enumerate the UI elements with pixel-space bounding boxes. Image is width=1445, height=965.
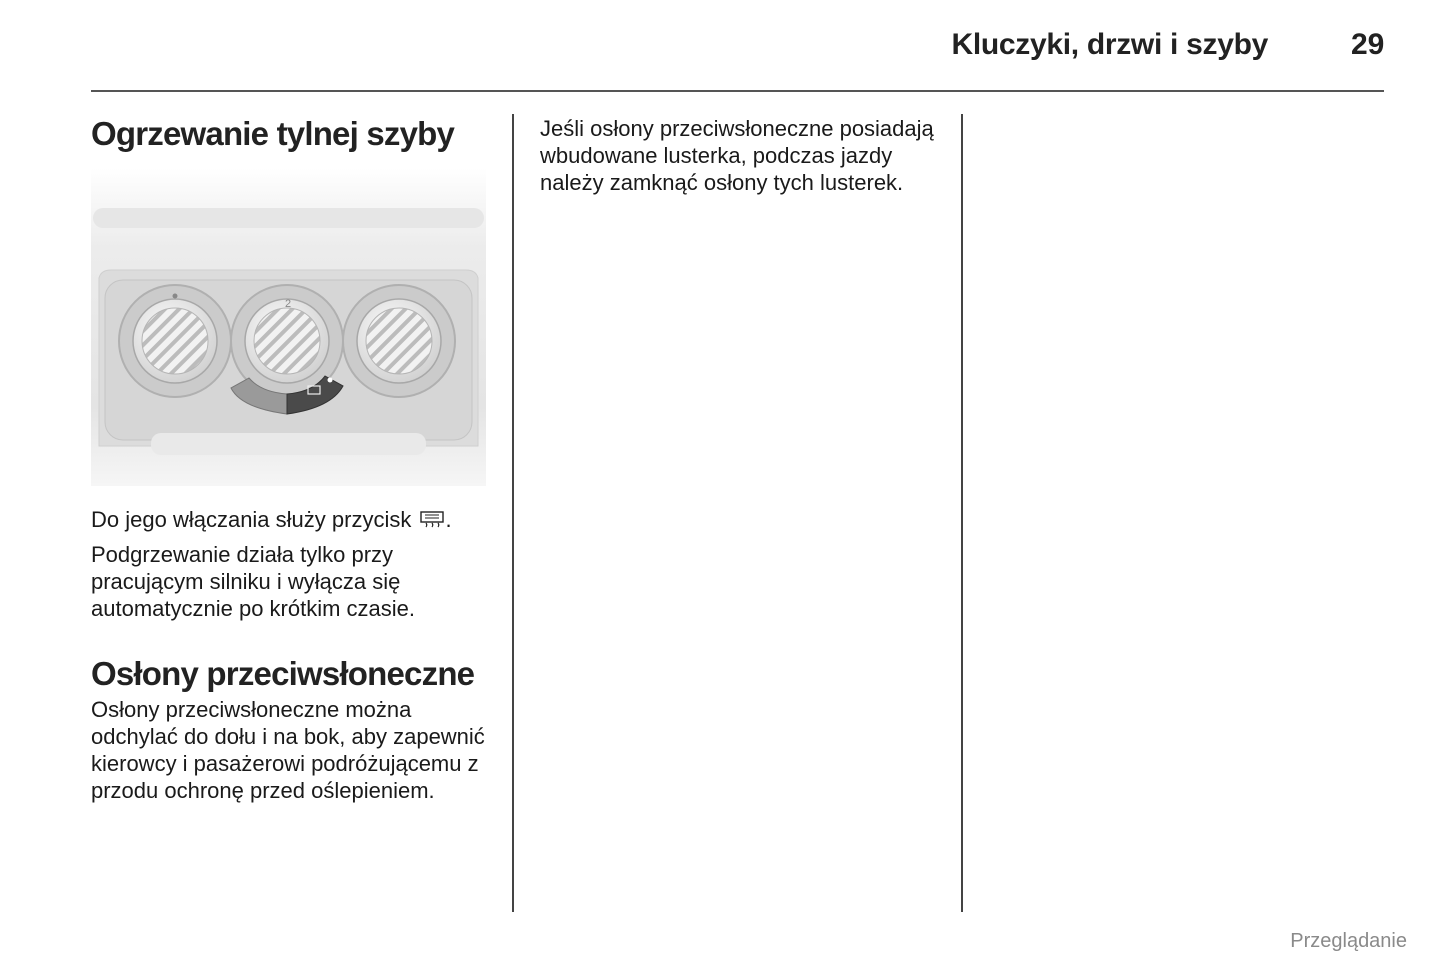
browse-link[interactable]: Przeglądanie (1290, 930, 1407, 952)
rear-window-heating-note: Podgrzewanie działa tylko przy pracującym silniku i wyłącza się automatycznie po krótkim czasie. (91, 542, 416, 621)
instruction-text: Do jego włączania służy przycisk (91, 507, 412, 532)
heading-sun-visors: Osłony przeciwsłoneczne (91, 655, 475, 692)
sun-visors-description: Osłony przeciwsłoneczne można odchylać do dołu i na bok, aby zapewnić kierowcy i pasażerowi podróżującemu z przodu ochronę przed oślepieniem. (91, 697, 485, 803)
column-divider-left (512, 114, 514, 912)
heading-rear-window-heating: Ogrzewanie tylnej szyby (91, 115, 455, 152)
instruction-period: . (445, 507, 452, 532)
column-middle (540, 115, 940, 196)
header-divider (91, 90, 1384, 92)
rear-window-heating-icon (419, 510, 445, 530)
column-divider-right (961, 114, 963, 912)
temperature-knob (119, 285, 231, 397)
air-distribution-knob (343, 285, 455, 397)
fan-speed-mark: 2 (284, 298, 292, 310)
column-left (91, 112, 501, 804)
rear-window-heating-instruction (91, 506, 501, 533)
chapter-title: Kluczyki, drzwi i szyby (951, 28, 1268, 61)
page-number: 29 (1351, 28, 1385, 61)
climate-control-panel-illustration (91, 168, 486, 486)
sun-visor-mirror-note: Jeśli osłony przeciwsłoneczne posiadają wbudowane lusterka, podczas jazdy należy zamknąć osłony tych lusterek. (540, 116, 934, 195)
